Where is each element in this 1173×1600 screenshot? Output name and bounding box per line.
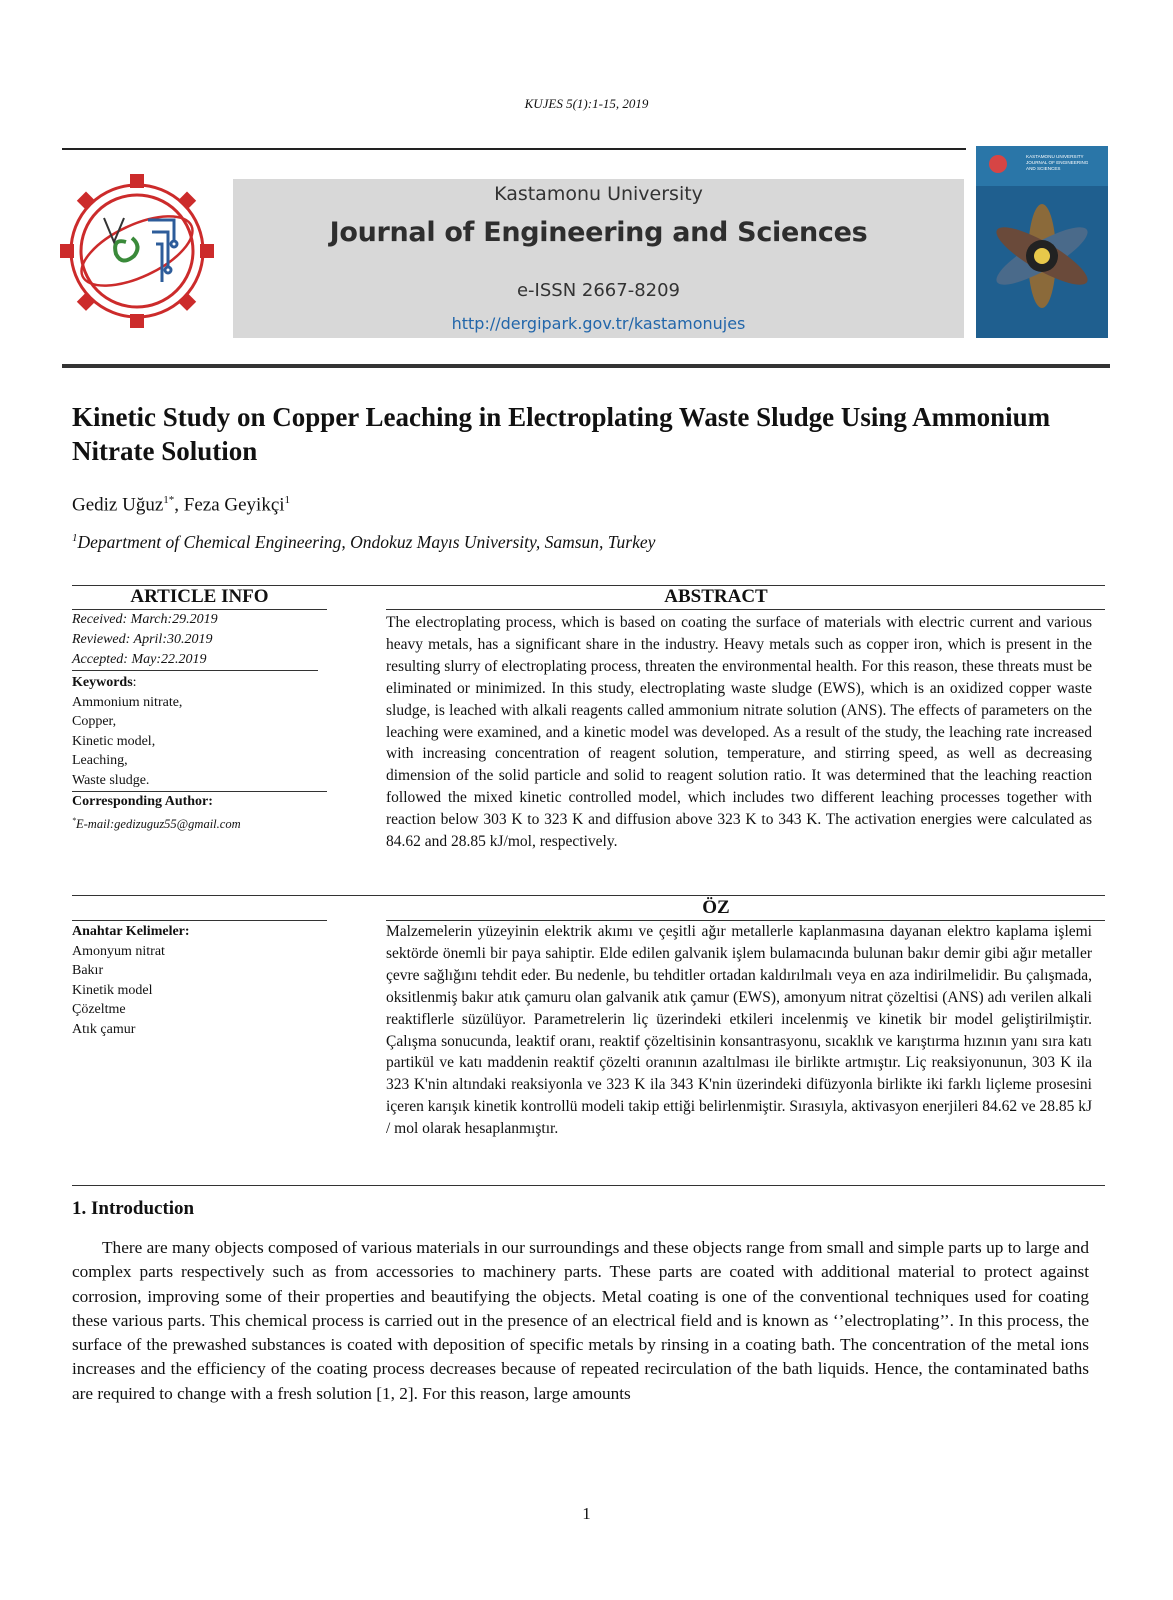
table-rule [386, 609, 1105, 610]
table-rule [72, 1185, 1105, 1186]
author-separator: , [174, 494, 184, 516]
affiliation-text: Department of Chemical Engineering, Ondokuz Mayıs University, Samsun, Turkey [77, 532, 656, 552]
keyword-item: Waste sludge. [72, 773, 150, 788]
anahtar-kelimeler-label: Anahtar Kelimeler: [72, 924, 190, 939]
cover-line1: KASTAMONU UNIVERSITY [1026, 154, 1084, 159]
author-affiliation-mark: 1* [163, 494, 175, 506]
table-rule [72, 920, 327, 921]
abstract-heading: ABSTRACT [664, 586, 768, 607]
anahtar-kelime-item: Çözeltme [72, 1002, 126, 1017]
banner-issn: e-ISSN 2667-8209 [516, 280, 681, 301]
article-info-heading: ARTICLE INFO [130, 586, 269, 607]
email-link[interactable]: E-mail:gedizuguz55@gmail.com [76, 817, 241, 832]
table-rule [72, 670, 318, 671]
banner-rule [62, 364, 1110, 368]
author-affiliation-mark: 1 [284, 494, 291, 506]
keywords-label-text: Keywords [72, 675, 133, 690]
header-rule [62, 148, 966, 150]
keyword-item: Kinetic model, [72, 734, 156, 749]
keywords-label [72, 673, 137, 693]
table-rule [72, 895, 1105, 896]
author-name: Feza Geyikçi [183, 494, 285, 516]
banner-university: Kastamonu University [494, 183, 703, 205]
cover-line2: JOURNAL OF ENGINEERING [1026, 160, 1089, 165]
keyword-item: Ammonium nitrate, [72, 695, 183, 710]
keywords-label-colon: : [132, 675, 137, 690]
page-number: 1 [582, 1504, 591, 1523]
abstract-text: The electroplating process, which is based on coating the surface of materials with electric current and various heavy metals, has a significant share in the industry. Heavy metals such as copper iron, which is present in the resulting slurry of electroplating process, threaten the environmental health. For this reason, these threats must be eliminated or minimized. In this study, electroplating waste sludge (EWS), which is an oxidized copper waste sludge, is leached with alkali reagents called ammonium nitrate solution (ANS). The effects of parameters on the leaching were examined, and a kinetic model was developed. As a result of the study, the leaching rate increased with increasing concentration of reagent solution, temperature, and stirring speed, as well as decreasing dimension of the solid particle and solid to reagent solution ratio. It was determined that the leaching reaction followed the mixed kinetic controlled model, which includes two different leaching processes together with reaction below 303 K to 323 K and diffusion above 323 K to 343 K. The activation energies were calculated as 84.62 and 28.85 kJ/mol, respectively. [386, 614, 1092, 851]
banner-url-link[interactable]: http://dergipark.gov.tr/kastamonujes [451, 314, 746, 333]
paper-title: Kinetic Study on Copper Leaching in Electroplating Waste Sludge Using Ammonium Nitrate Solution [72, 402, 1051, 466]
cover-line3: AND SCIENCES [1026, 166, 1061, 171]
anahtar-kelime-item: Bakır [72, 963, 104, 978]
author-name: Gediz Uğuz [72, 494, 164, 516]
oz-heading: ÖZ [702, 897, 730, 918]
anahtar-kelime-item: Amonyum nitrat [72, 944, 165, 959]
accepted-date: Accepted: May:22.2019 [72, 652, 207, 667]
journal-banner [233, 179, 964, 338]
author-list [72, 494, 290, 516]
received-date: Received: March:29.2019 [72, 612, 218, 627]
reviewed-date: Reviewed: April:30.2019 [72, 632, 213, 647]
email-mark: * [72, 816, 76, 825]
journal-cover-image [976, 146, 1108, 338]
oz-text: Malzemelerin yüzeyinin elektrik akımı ve çeşitli ağır metallerle kaplanmasına dayanan elektro kaplama işlemi sektörde önemli bir paya sahiptir. Elde edilen galvanik işlem bulamacında bulunan bakır demir gibi ağır metaller çevre sağlığını tehdit eder. Bu nedenle, bu tehditler ortadan kaldırılmalı veya en aza indirilmelidir. Bu çalışmada, oksitlenmiş bakır atık çamuru olan galvanik atık çamur (EWS), amonyum nitrat çözeltisi (ANS) adı verilen alkali reaktiflerle süzülüyor. Parametrelerin liç üzerindeki etkileri incelenmiş ve kinetik bir model geliştirilmiştir. Çalışma sonucunda, leaktif oranı, reaktif çözeltisinin konsantrasyonu, sıcaklık ve karıştırma hızının yanı sıra katı partikül ve katı maddenin reaktif çözelti oranının azaltılması ile birlikte artmıştır. Liç reaksiyonunun, 303 K ila 323 K'nin altındaki reaksiyonla ve 323 K ila 343 K'nin üzerindeki difüzyonla birlikte iki farklı liçleme prosesini içeren karışık kinetik kontrollü modeli takip ettiği belirlenmiştir. Sırasıyla, aktivasyon enerjileri 84.62 ve 28.85 kJ / mol olarak hesaplanmıştır. [386, 923, 1092, 1138]
corresponding-email [72, 811, 241, 835]
running-head: KUJES 5(1):1-15, 2019 [524, 96, 649, 111]
anahtar-kelime-item: Atık çamur [72, 1022, 136, 1037]
keyword-item: Copper, [72, 714, 117, 729]
banner-journal-title: Journal of Engineering and Sciences [329, 217, 868, 248]
introduction-paragraph: There are many objects composed of various materials in our surroundings and these objects range from small and simple parts up to large and complex parts respectively such as from accessories to machinery parts. These parts are coated with additional material to protect against corrosion, improving some of their properties and beautifying the objects. Metal coating is one of the conventional techniques used for coating these various parts. This chemical process is carried out in the presence of an electrical field and is known as ‘’electroplating’’. In this process, the surface of the prewashed substances is coated with deposition of specific metals by rinsing in a coating bath. The concentration of the metal ions increases and the efficiency of the coating process decreases because of repeated recirculation of the bath liquids. Hence, the contaminated baths are required to change with a fresh solution [1, 2]. For this reason, large amounts [72, 1238, 1089, 1403]
affiliation [72, 532, 655, 553]
anahtar-kelime-item: Kinetik model [72, 983, 153, 998]
affiliation-mark: 1 [72, 532, 78, 545]
journal-logo [56, 170, 218, 332]
corresponding-author-label: Corresponding Author: [72, 794, 213, 809]
keyword-item: Leaching, [72, 753, 128, 768]
introduction-heading: 1. Introduction [72, 1198, 195, 1219]
